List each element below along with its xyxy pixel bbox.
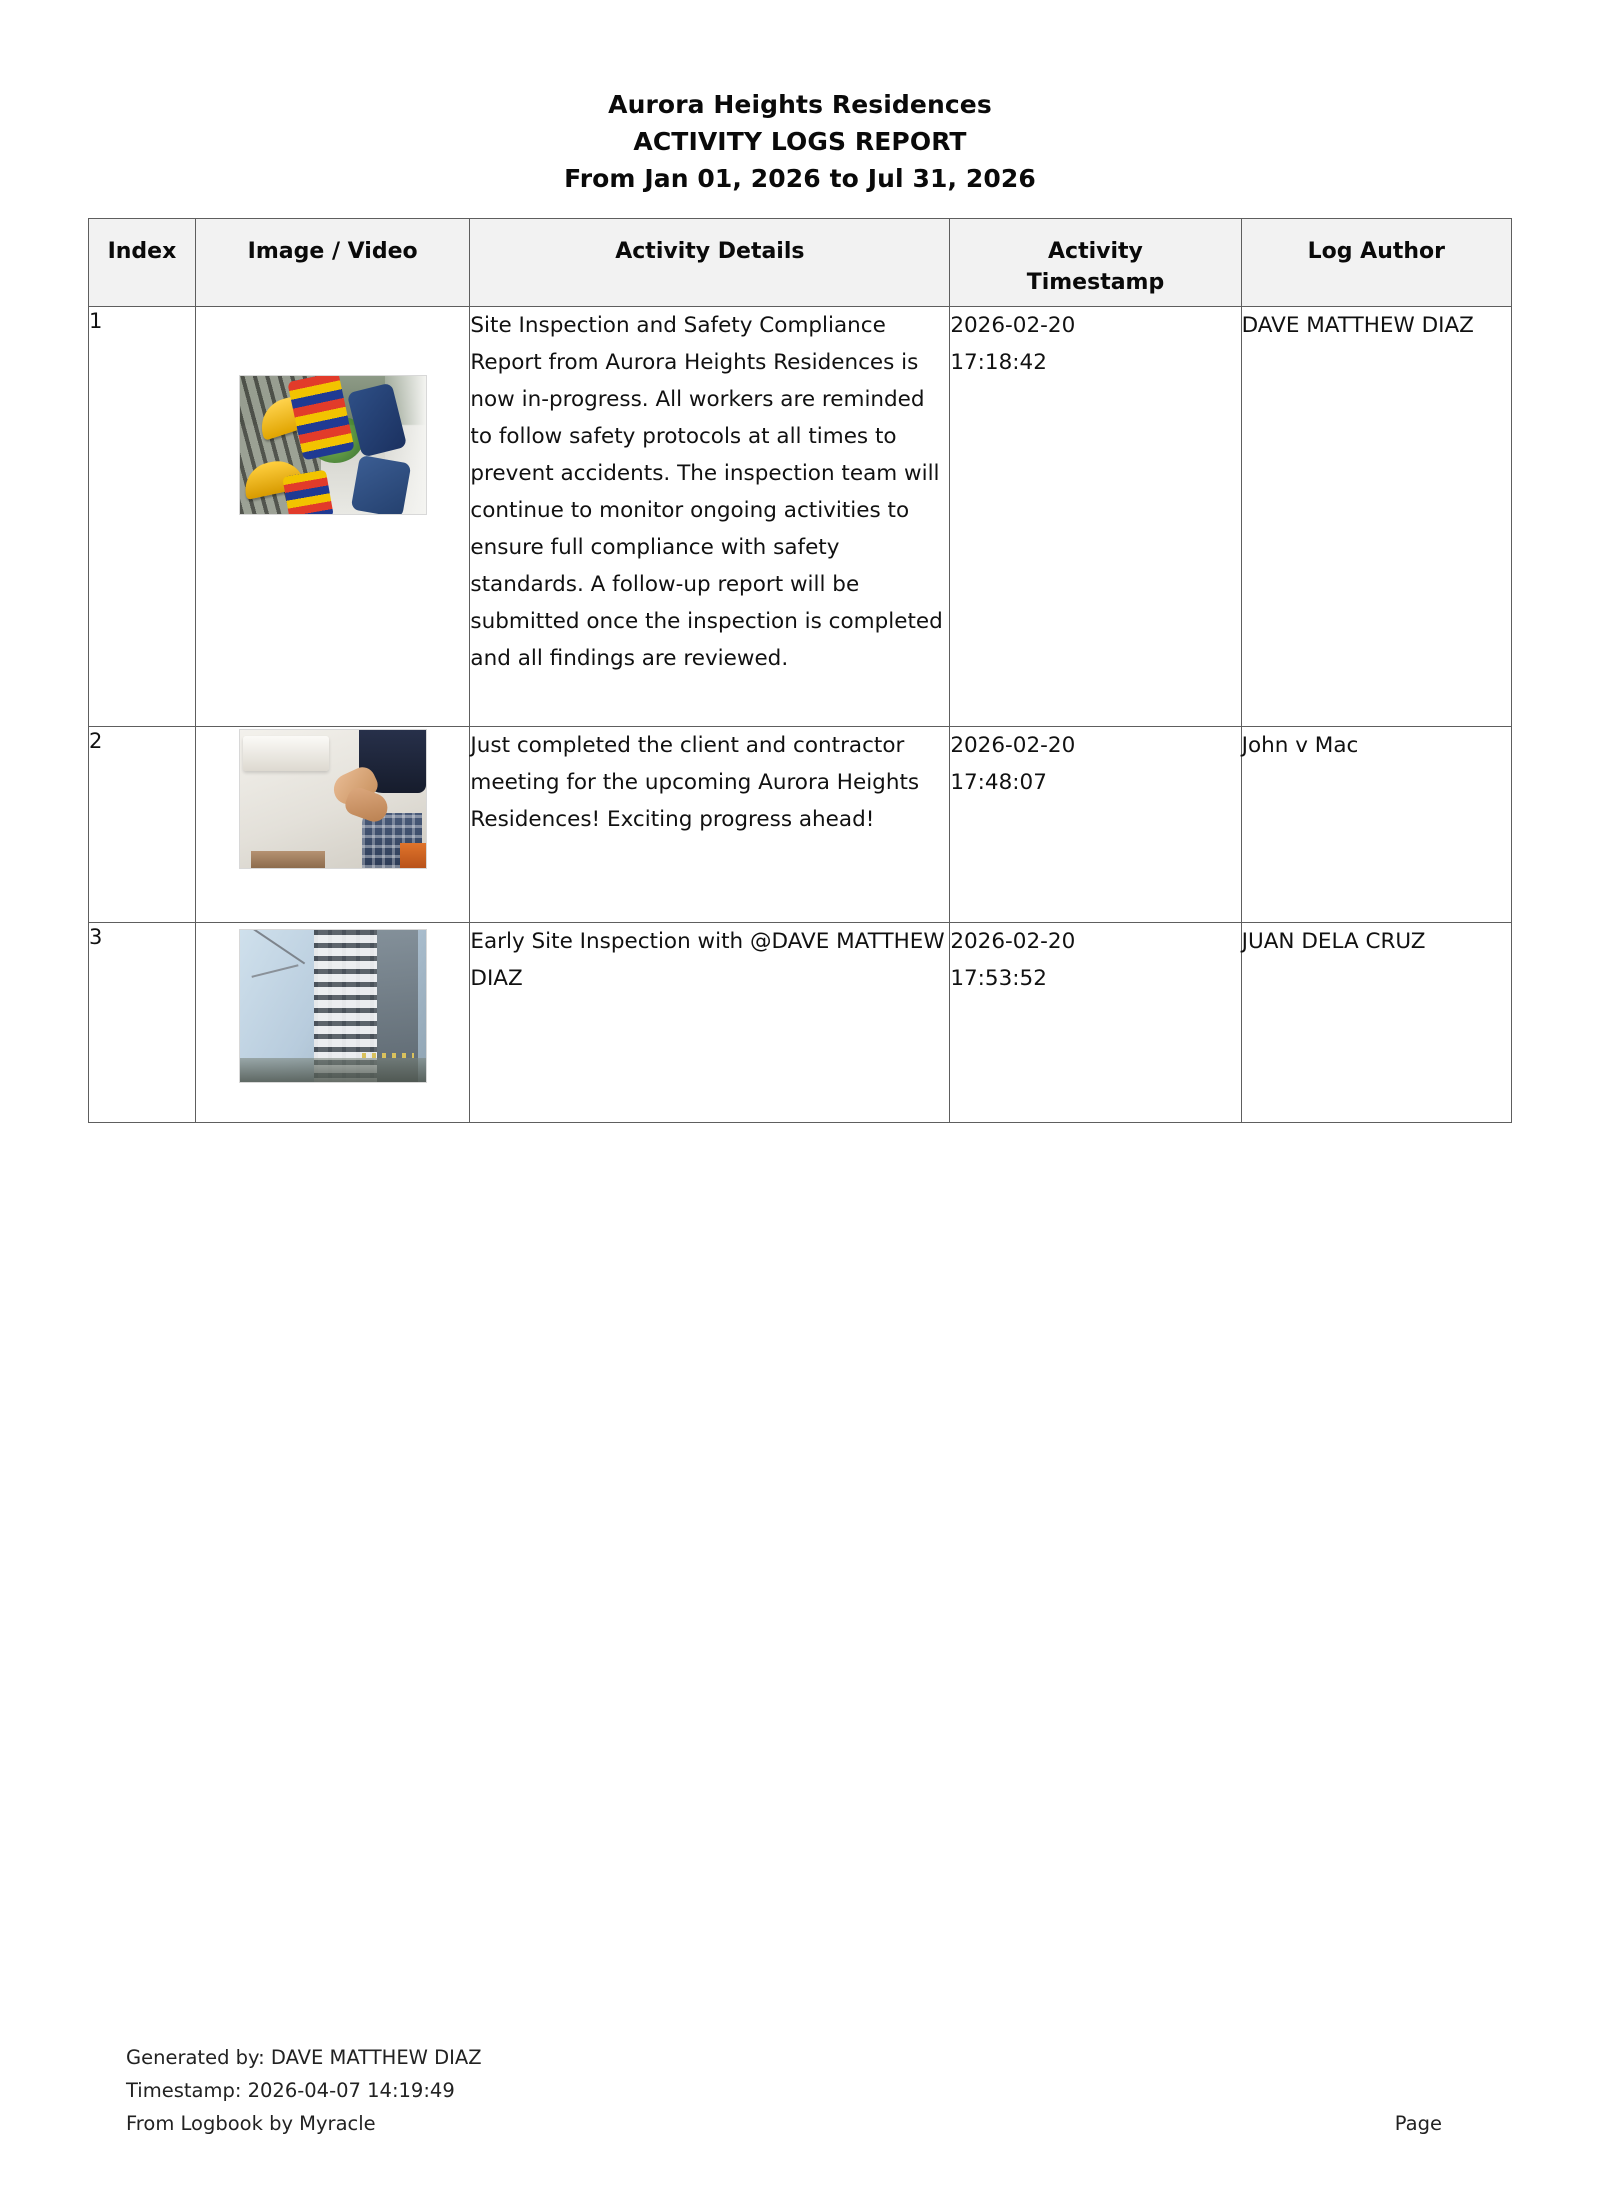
construction-workers-photo: [239, 375, 427, 515]
cell-log-author: John v Mac: [1241, 727, 1511, 923]
cell-index: 3: [89, 923, 196, 1123]
photo-handshake-art: [240, 730, 426, 868]
timestamp-date: 2026-02-20: [950, 733, 1076, 758]
table-row: [89, 727, 1512, 923]
cell-index: 2: [89, 727, 196, 923]
column-header-activity-timestamp: [950, 219, 1241, 307]
column-header-timestamp-line1: Activity: [1048, 239, 1143, 264]
cell-media: [195, 307, 470, 727]
table-header: [89, 219, 1512, 307]
cell-activity-timestamp: [950, 923, 1241, 1123]
table-row: [89, 923, 1512, 1123]
cell-activity-details: Site Inspection and Safety Compliance Report from Aurora Heights Residences is now in-progress. All workers are reminded to follow safety protocols at all times to prevent accidents. The inspection team will continue to monitor ongoing activities to ensure full compliance with safety standards. A follow-up report will be submitted once the inspection is completed and all findings are reviewed.: [470, 307, 950, 727]
project-name: Aurora Heights Residences: [608, 90, 992, 119]
cell-index: 1: [89, 307, 196, 727]
column-header-index: Index: [89, 219, 196, 307]
handshake-meeting-photo: [239, 729, 427, 869]
cell-activity-timestamp: [950, 727, 1241, 923]
footer-timestamp: Timestamp: 2026-04-07 14:19:49: [126, 2079, 455, 2102]
footer-row: [126, 2041, 1510, 2140]
report-date-range: From Jan 01, 2026 to Jul 31, 2026: [564, 164, 1036, 193]
photo-building-art: [240, 930, 426, 1082]
timestamp-time: 17:53:52: [950, 966, 1047, 991]
column-header-activity-details: Activity Details: [470, 219, 950, 307]
table-header-row: [89, 219, 1512, 307]
photo-workers-art: [240, 376, 426, 514]
timestamp-date: 2026-02-20: [950, 929, 1076, 954]
footer-source: From Logbook by Myracle: [126, 2112, 376, 2135]
activity-logs-table: [88, 218, 1512, 1123]
cell-activity-details: Early Site Inspection with @DAVE MATTHEW DIAZ: [470, 923, 950, 1123]
report-title: ACTIVITY LOGS REPORT: [633, 127, 967, 156]
footer-page-label: Page: [1394, 2112, 1442, 2135]
footer-left-block: [126, 2041, 482, 2140]
column-header-media: Image / Video: [195, 219, 470, 307]
cell-activity-details: Just completed the client and contractor meeting for the upcoming Aurora Heights Residences! Exciting progress ahead!: [470, 727, 950, 923]
column-header-timestamp-line2: Timestamp: [1026, 270, 1165, 295]
cell-log-author: DAVE MATTHEW DIAZ: [1241, 307, 1511, 727]
document-footer: [126, 2041, 1510, 2140]
table-body: [89, 307, 1512, 1123]
timestamp-date: 2026-02-20: [950, 313, 1076, 338]
timestamp-time: 17:18:42: [950, 350, 1047, 375]
table-row: [89, 307, 1512, 727]
column-header-log-author: Log Author: [1241, 219, 1511, 307]
cell-log-author: JUAN DELA CRUZ: [1241, 923, 1511, 1123]
cell-media: [195, 727, 470, 923]
building-construction-photo: [239, 929, 427, 1083]
timestamp-time: 17:48:07: [950, 770, 1047, 795]
footer-generated-by: Generated by: DAVE MATTHEW DIAZ: [126, 2046, 482, 2069]
cell-activity-timestamp: [950, 307, 1241, 727]
document-header: [0, 0, 1600, 197]
activity-logs-table-wrapper: [88, 218, 1512, 1123]
cell-media: [195, 923, 470, 1123]
